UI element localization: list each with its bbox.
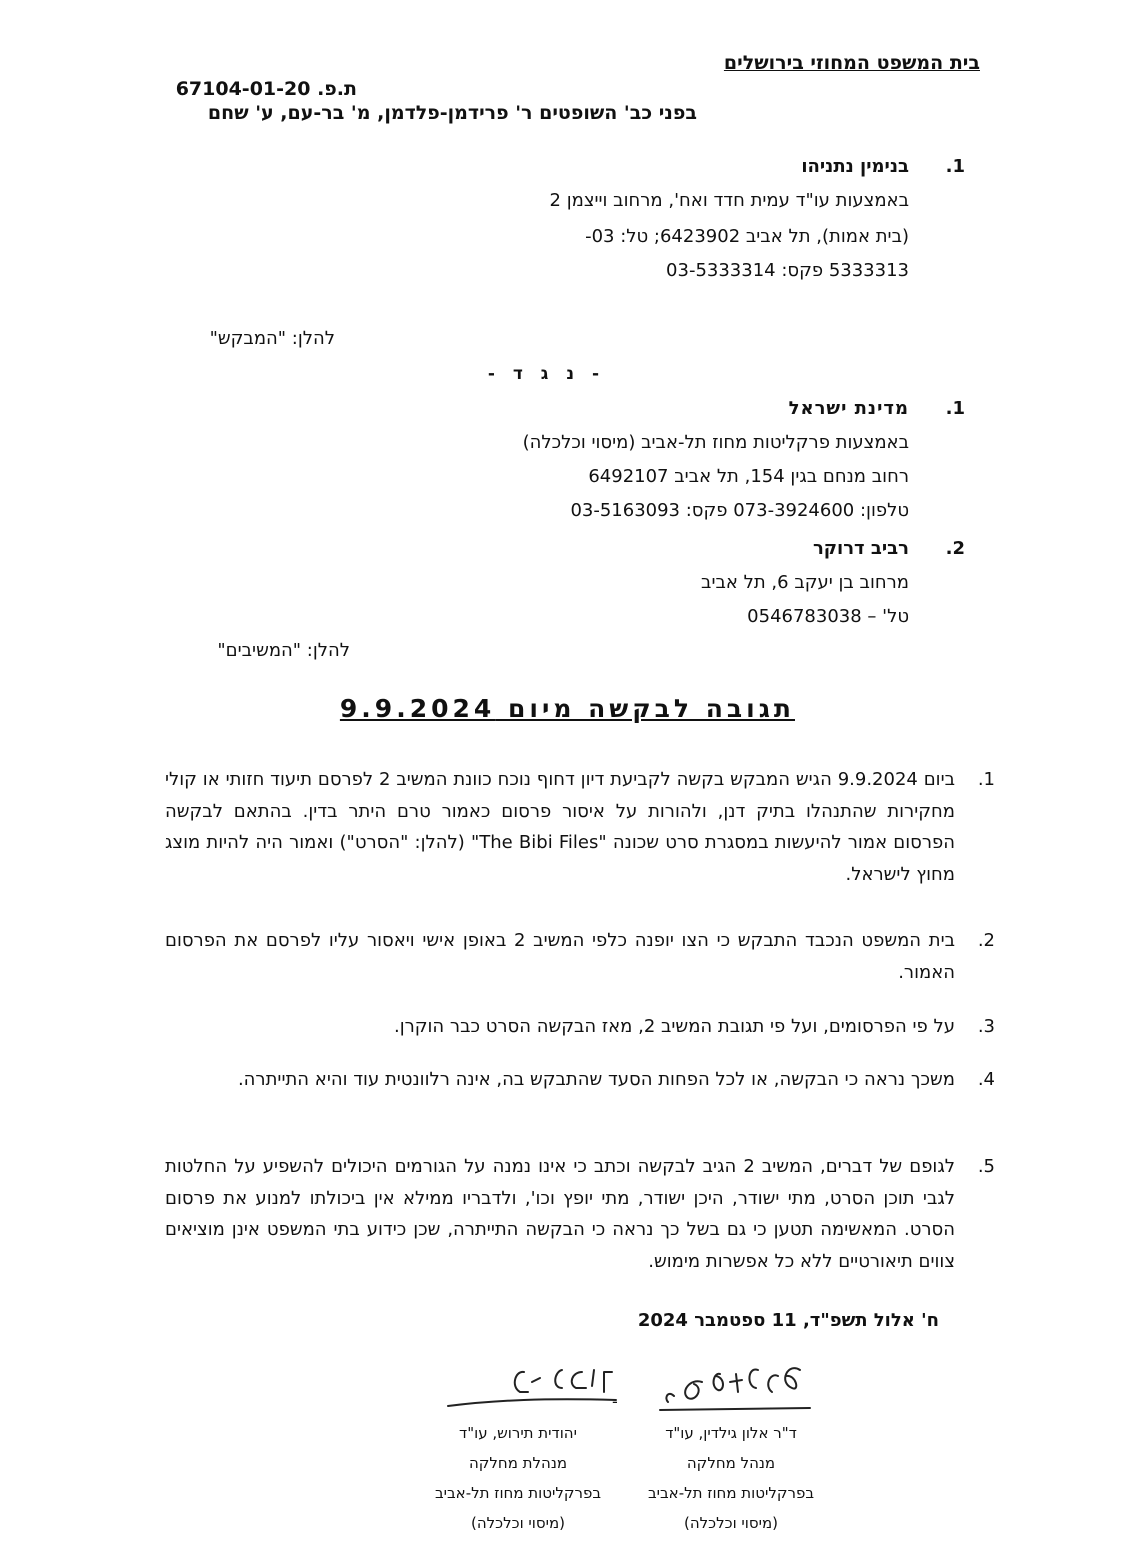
applicant-line-3: 5333313 פקס: 03-5333314 — [666, 260, 909, 281]
applicant-number: 1. — [945, 156, 965, 177]
respondents-hereinafter: להלן: "המשיבים" — [217, 640, 350, 661]
applicant-line-1: באמצעות עו"ד עמית חדד ואח', מרחוב וייצמן 2 — [549, 190, 909, 211]
paragraph-4 — [165, 1064, 995, 1096]
paragraph-3 — [165, 1011, 995, 1043]
signatory-1-name: ד"ר אלון גילדין, עו"ד — [665, 1424, 797, 1442]
paragraph-1-number: 1. — [977, 769, 995, 790]
applicant-hereinafter: להלן: "המבקש" — [209, 328, 335, 349]
signatory-2-office: בפרקליטות מחוז תל-אביב — [434, 1484, 602, 1502]
respondent-2-name: רביב דרוקר — [812, 538, 909, 559]
paragraph-5-text: לגופם של דברים, המשיב 2 הגיב לבקשה וכתב כי אינו נמנה על הגורמים היכולים להשפיע על החלטות לגבי תוכן הסרט, מתי ישודר, היכן ישודר, מתי יופץ וכו', ולדבריו ממילא אין ביכולתו למנוע את פרסום הסרט. המאשימה תטען כי גם בשל כך נראה כי הבקשה התייתרה, שכן כידוע בתי המשפט אינן מוציאים צווים תיאורטיים ללא כל אפשרות מימוש. — [165, 1156, 955, 1272]
paragraph-1 — [165, 764, 995, 890]
respondent-1-name: מדינת ישראל — [788, 398, 909, 419]
signatory-2-unit: (מיסוי וכלכלה) — [471, 1514, 565, 1532]
respondent-2-number: 2. — [945, 538, 965, 559]
signatory-2-role: מנהלת מחלקה — [468, 1454, 568, 1472]
paragraph-3-text: על פי הפרסומים, ועל פי תגובת המשיב 2, מאז הבקשה הסרט כבר הוקרן. — [393, 1016, 955, 1037]
judges-line: בפני כב' השופטים ר' פרידמן-פלדמן, מ' בר-עם, ע' שחם — [207, 102, 697, 124]
paragraph-4-text: משכך נראה כי הבקשה, או לכל הפחות הסעד שהתבקש בה, אינה רלוונטית עוד והיא התייתרה. — [237, 1069, 955, 1090]
versus-label: - נ ג ד - — [487, 364, 605, 384]
paragraph-5-number: 5. — [977, 1156, 995, 1177]
paragraph-5 — [165, 1151, 995, 1277]
paragraph-1-text: ביום 9.9.2024 הגיש המבקש בקשה לקביעת דיון דחוף נוכח כוונת המשיב 2 לפרסם תיעוד חזותי או קולי מחקירות שהתנהלו בתיק דנן, ולהורות על איסור פרסום כאמור טרם היתר בדין. בהתאם לבקשה הפרסום אמור להיעשות במסגרת סרט שכונה "The Bibi Files" (להלן: "הסרט") ואמור היה להיות מוצג מחוץ לישראל. — [165, 769, 955, 885]
paragraph-3-number: 3. — [977, 1016, 995, 1037]
signatory-2 — [418, 1418, 618, 1538]
signatory-1 — [636, 1418, 826, 1538]
paragraph-2-number: 2. — [977, 930, 995, 951]
respondent-2-line-2: טל' – 0546783038 — [747, 606, 909, 627]
signatory-2-name: יהודית תירוש, עו"ד — [459, 1424, 577, 1442]
document-title: תגובה לבקשה מיום 9.9.2024 — [339, 694, 795, 723]
paragraph-4-number: 4. — [977, 1069, 995, 1090]
paragraph-2 — [165, 925, 995, 988]
respondent-1-line-3: טלפון: 073-3924600 פקס: 03-5163093 — [570, 500, 909, 521]
signatory-1-office: בפרקליטות מחוז תל-אביב — [647, 1484, 815, 1502]
respondent-2-line-1: מרחוב בן יעקב 6, תל אביב — [701, 572, 909, 593]
applicant-line-2: (בית אמות), תל אביב 6423902; טל: 03- — [585, 226, 909, 247]
signature-1-image — [650, 1352, 820, 1414]
signature-2-image — [436, 1358, 626, 1416]
respondent-1-number: 1. — [945, 398, 965, 419]
signatory-1-unit: (מיסוי וכלכלה) — [684, 1514, 778, 1532]
signatory-1-role: מנהל מחלקה — [686, 1454, 776, 1472]
respondent-1-line-2: רחוב מנחם בגין 154, תל אביב 6492107 — [588, 466, 909, 487]
respondent-1-line-1: באמצעות פרקליטות מחוז תל-אביב (מיסוי וכלכלה) — [522, 432, 909, 453]
signature-separator: - — [612, 1392, 618, 1411]
applicant-name: בנימין נתניהו — [801, 156, 909, 177]
case-number: ת.פ. 67104-01-20 — [175, 78, 357, 100]
court-name: בית המשפט המחוזי בירושלים — [723, 52, 980, 74]
date-line: ח' אלול תשפ"ד, 11 ספטמבר 2024 — [637, 1310, 939, 1331]
paragraph-2-text: בית המשפט הנכבד התבקש כי הצו יופנה כלפי המשיב 2 באופן אישי ויאסור עליו לפרסם את הפרסום האמור. — [165, 930, 955, 983]
